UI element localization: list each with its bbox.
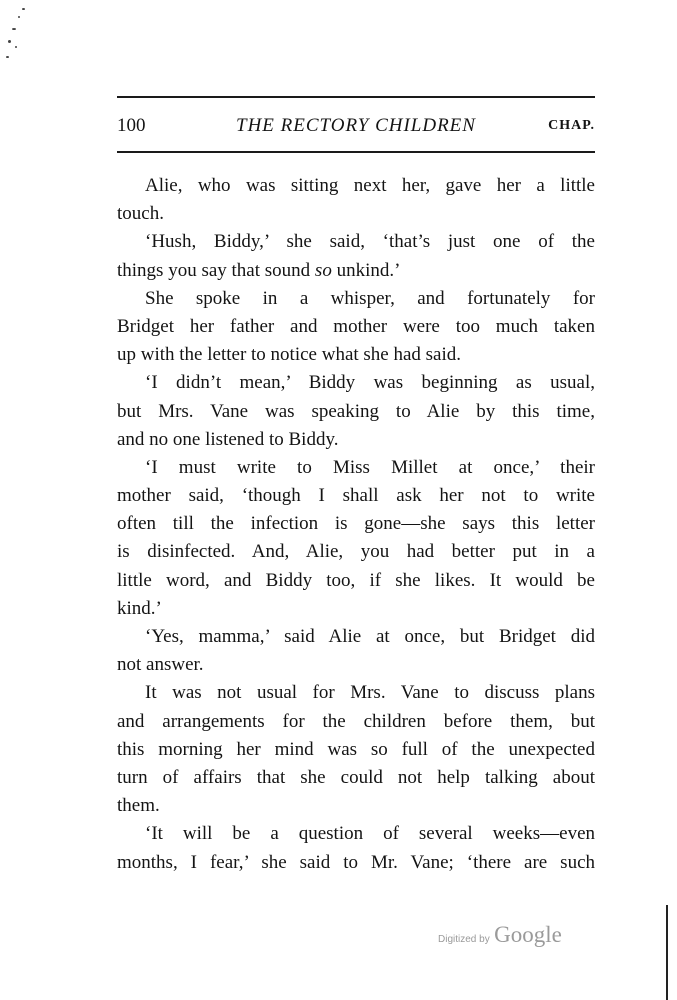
text-line: little word, and Biddy too, if she likes. It would be — [117, 569, 595, 591]
text-line: months, I fear,’ she said to Mr. Vane; ‘there are such — [117, 851, 595, 873]
text-line: turn of affairs that she could not help talking about — [117, 766, 595, 788]
text-line: but Mrs. Vane was speaking to Alie by this time, — [117, 400, 595, 422]
watermark-prefix: Digitized by — [438, 934, 490, 945]
digitized-watermark — [438, 922, 562, 948]
scan-edge-line — [666, 905, 668, 1000]
text-line: and no one listened to Biddy. — [117, 428, 339, 450]
text-line: not answer. — [117, 654, 204, 676]
text-line: them. — [117, 795, 160, 817]
text-line: Bridget her father and mother were too much taken — [117, 315, 595, 337]
text-line: is disinfected. And, Alie, you had better put in a — [117, 541, 595, 563]
running-title: THE RECTORY CHILDREN — [236, 115, 476, 136]
text-line: ‘Yes, mamma,’ said Alie at once, but Bridget did — [145, 626, 595, 647]
page-number: 100 — [117, 115, 146, 136]
text-line: ‘I didn’t mean,’ Biddy was beginning as usual, — [145, 372, 595, 394]
text-line: things you say that sound so unkind.’ — [117, 259, 401, 281]
google-logo: Google — [494, 922, 562, 947]
text-line: this morning her mind was so full of the unexpected — [117, 738, 595, 760]
page-header — [117, 115, 595, 141]
header-rule-bottom — [117, 151, 595, 153]
text-line: often till the infection is gone—she says this letter — [117, 513, 595, 535]
text-line: and arrangements for the children before them, but — [117, 710, 595, 732]
text-line: It was not usual for Mrs. Vane to discuss plans — [145, 682, 595, 704]
text-line: touch. — [117, 203, 164, 225]
text-line: mother said, ‘though I shall ask her not to write — [117, 485, 595, 507]
text-line: Alie, who was sitting next her, gave her a little — [145, 175, 595, 196]
text-line: ‘I must write to Miss Millet at once,’ their — [145, 456, 595, 478]
text-line: She spoke in a whisper, and fortunately for — [145, 287, 595, 309]
text-line: ‘It will be a question of several weeks—even — [145, 823, 595, 845]
text-line: kind.’ — [117, 597, 162, 619]
text-line: up with the letter to notice what she had said. — [117, 344, 462, 366]
text-line: ‘Hush, Biddy,’ she said, ‘that’s just one of the — [145, 231, 595, 253]
scan-artifact-marks — [4, 6, 30, 62]
header-rule-top — [117, 96, 595, 98]
body-text — [117, 172, 595, 877]
chapter-label: CHAP. — [548, 118, 595, 133]
